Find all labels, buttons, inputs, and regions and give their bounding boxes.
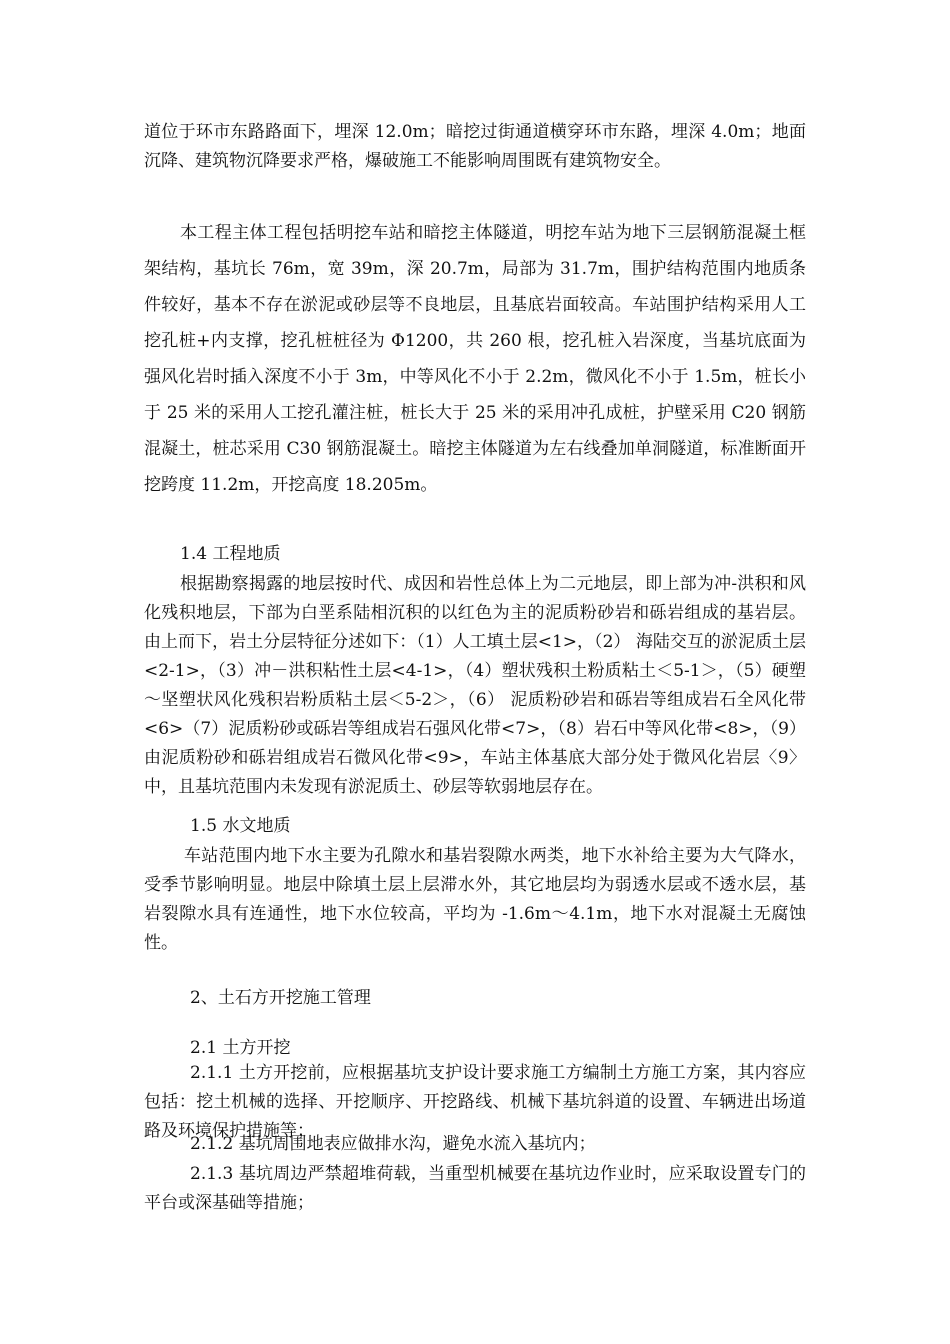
geology-heading: 1.4 工程地质 xyxy=(180,544,281,564)
subsection-2-1-heading: 2.1 土方开挖 xyxy=(190,1038,291,1058)
hydrogeology-paragraph: 车站范围内地下水主要为孔隙水和基岩裂隙水两类，地下水补给主要为大气降水，受季节影响明显。地层中除填土层上层滞水外，其它地层均为弱透水层或不透水层，基岩裂隙水具有连通性，地下水位较高，平均为 -1.6m～4.1m，地下水对混凝土无腐蚀性。 xyxy=(144,846,806,953)
item-2-1-3: 2.1.3 基坑周边严禁超堆荷载，当重型机械要在基坑边作业时，应采取设置专门的平台或深基础等措施； xyxy=(144,1164,806,1213)
intro-paragraph: 道位于环市东路路面下，埋深 12.0m；暗挖过街通道横穿环市东路，埋深 4.0m；地面沉降、建筑物沉降要求严格，爆破施工不能影响周围既有建筑物安全。 xyxy=(144,122,806,171)
main-works-paragraph: 本工程主体工程包括明挖车站和暗挖主体隧道，明挖车站为地下三层钢筋混凝土框架结构，基坑长 76m，宽 39m，深 20.7m，局部为 31.7m，围护结构范围内地质条件较好，基本不存在淤泥或砂层等不良地层，且基底岩面较高。车站围护结构采用人工挖孔桩+内支撑，挖孔桩桩径为 Φ1200，共 260 根，挖孔桩入岩深度，当基坑底面为强风化岩时插入深度不小于 3m，中等风化不小于 2.2m，微风化不小于 1.5m，桩长小于 25 米的采用人工挖孔灌注桩，桩长大于 25 米的采用冲孔成桩，护壁采用 C20 钢筋混凝土，桩芯采用 C30 钢筋混凝土。暗挖主体隧道为左右线叠加单洞隧道，标准断面开挖跨度 11.2m，开挖高度 18.205m。 xyxy=(144,223,806,495)
item-2-1-1: 2.1.1 土方开挖前，应根据基坑支护设计要求施工方编制土方施工方案，其内容应包括：挖土机械的选择、开挖顺序、开挖路线、机械下基坑斜道的设置、车辆进出场道路及环境保护措施等； xyxy=(144,1063,806,1141)
item-2-1-2: 2.1.2 基坑周围地表应做排水沟，避免水流入基坑内； xyxy=(190,1134,596,1154)
hydrogeology-heading: 1.5 水文地质 xyxy=(190,816,291,836)
section-2-heading: 2、土石方开挖施工管理 xyxy=(190,988,371,1008)
geology-paragraph: 根据勘察揭露的地层按时代、成因和岩性总体上为二元地层，即上部为冲-洪积和风化残积地层，下部为白垩系陆相沉积的以红色为主的泥质粉砂岩和砾岩组成的基岩层。由上而下，岩土分层特征分述如下：（1）人工填土层<1>，（2） 海陆交互的淤泥质土层<2-1>，（3）冲－洪积粘性土层<4-1>，（4）塑状残积土粉质粘土＜5-1＞，（5）硬塑～坚塑状风化残积岩粉质粘土层＜5-2＞，（6） 泥质粉砂岩和砾岩等组成岩石全风化带 <6>（7）泥质粉砂或砾岩等组成岩石强风化带<7>，（8）岩石中等风化带<8>，（9）由泥质粉砂和砾岩组成岩石微风化带<9>，车站主体基底大部分处于微风化岩层〈9〉中，且基坑范围内未发现有淤泥质土、砂层等软弱地层存在。 xyxy=(144,574,806,797)
